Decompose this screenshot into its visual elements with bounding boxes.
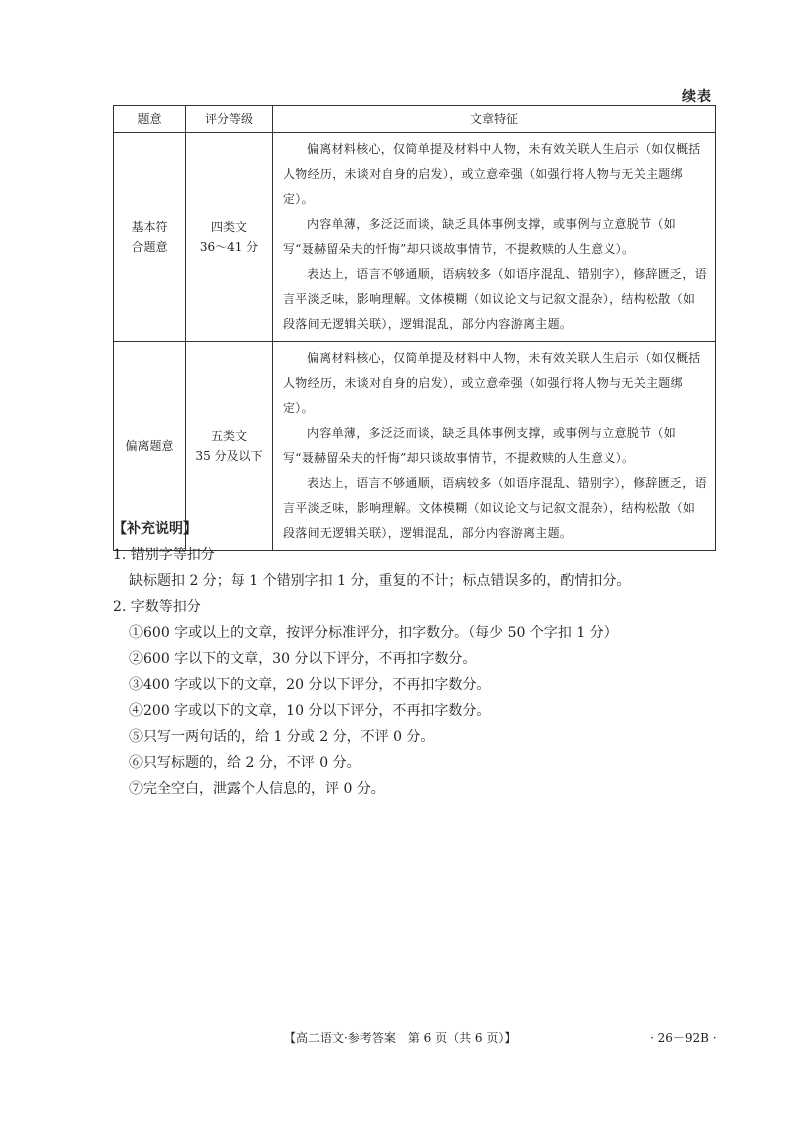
section1-title: 1. 错别字等扣分 [113,547,215,563]
feature-paragraph: 内容单薄，多泛泛而谈，缺乏具体事例支撑，或事例与立意脱节（如写“聂赫留朵夫的忏悔”却只谈故事情节，不提救赎的人生意义）。 [283,426,677,465]
footer-title: 【高二语文·参考答案 第 6 页（共 6 页）】 [284,1031,517,1045]
header-features: 文章特征 [273,106,716,133]
feature-paragraph: 表达上，语言不够通顺，语病较多（如语序混乱、错别字），修辞匮乏，语言平淡乏味，影响理解。文体模糊（如议论文与记叙文混杂），结构松散（如段落间无逻辑关联），逻辑混乱，部分内容游离主题。 [283,476,707,540]
header-grade: 评分等级 [186,106,273,133]
features-cell [273,133,716,342]
grade-name: 五类文 [210,429,247,443]
feature-paragraph: 表达上，语言不够通顺，语病较多（如语序混乱、错别字），修辞匮乏，语言平淡乏味，影响理解。文体模糊（如议论文与记叙文混杂），结构松散（如段落间无逻辑关联），逻辑混乱，部分内容游离主题。 [283,267,707,331]
topic-cell [114,133,186,342]
header-topic: 题意 [114,106,186,133]
grading-table [113,105,716,551]
grade-range: 35 分及以下 [195,449,263,463]
supplement-section [113,516,733,802]
list-item: ④200 字或以下的文章，10 分以下评分，不再扣字数分。 [129,703,491,719]
list-item: ②600 字以下的文章，30 分以下评分，不再扣字数分。 [129,651,477,667]
section1-text: 缺标题扣 2 分；每 1 个错别字扣 1 分，重复的不计；标点错误多的，酌情扣分。 [129,573,631,589]
feature-paragraph: 内容单薄，多泛泛而谈，缺乏具体事例支撑，或事例与立意脱节（如写“聂赫留朵夫的忏悔”却只谈故事情节，不提救赎的人生意义）。 [283,217,677,256]
feature-paragraph: 偏离材料核心，仅简单提及材料中人物，未有效关联人生启示（如仅概括人物经历，未谈对自身的启发），或立意牵强（如强行将人物与无关主题绑定）。 [283,142,701,206]
feature-paragraph: 偏离材料核心，仅简单提及材料中人物，未有效关联人生启示（如仅概括人物经历，未谈对自身的启发），或立意牵强（如强行将人物与无关主题绑定）。 [283,351,701,415]
page-footer [0,1025,800,1051]
grade-name: 四类文 [210,220,247,234]
footer-code: · 26－92B · [650,1031,717,1045]
grade-range: 36～41 分 [199,240,259,254]
list-item: ⑥只写标题的，给 2 分，不评 0 分。 [129,755,361,771]
table-header-row [114,106,716,133]
list-item: ⑤只写一两句话的，给 1 分或 2 分，不评 0 分。 [129,729,435,745]
section2-title: 2. 字数等扣分 [113,599,201,615]
continued-label: 续表 [682,89,712,105]
grade-cell [186,133,273,342]
supplement-title: 【补充说明】 [113,521,197,537]
list-item: ①600 字或以上的文章，按评分标准评分，扣字数分。（每少 50 个字扣 1 分） [129,625,618,641]
table-row [114,133,716,342]
list-item: ③400 字或以下的文章，20 分以下评分，不再扣字数分。 [129,677,491,693]
list-item: ⑦完全空白，泄露个人信息的，评 0 分。 [129,781,385,797]
topic-text: 偏离题意 [125,439,174,453]
topic-text: 基本符合题意 [131,220,168,254]
